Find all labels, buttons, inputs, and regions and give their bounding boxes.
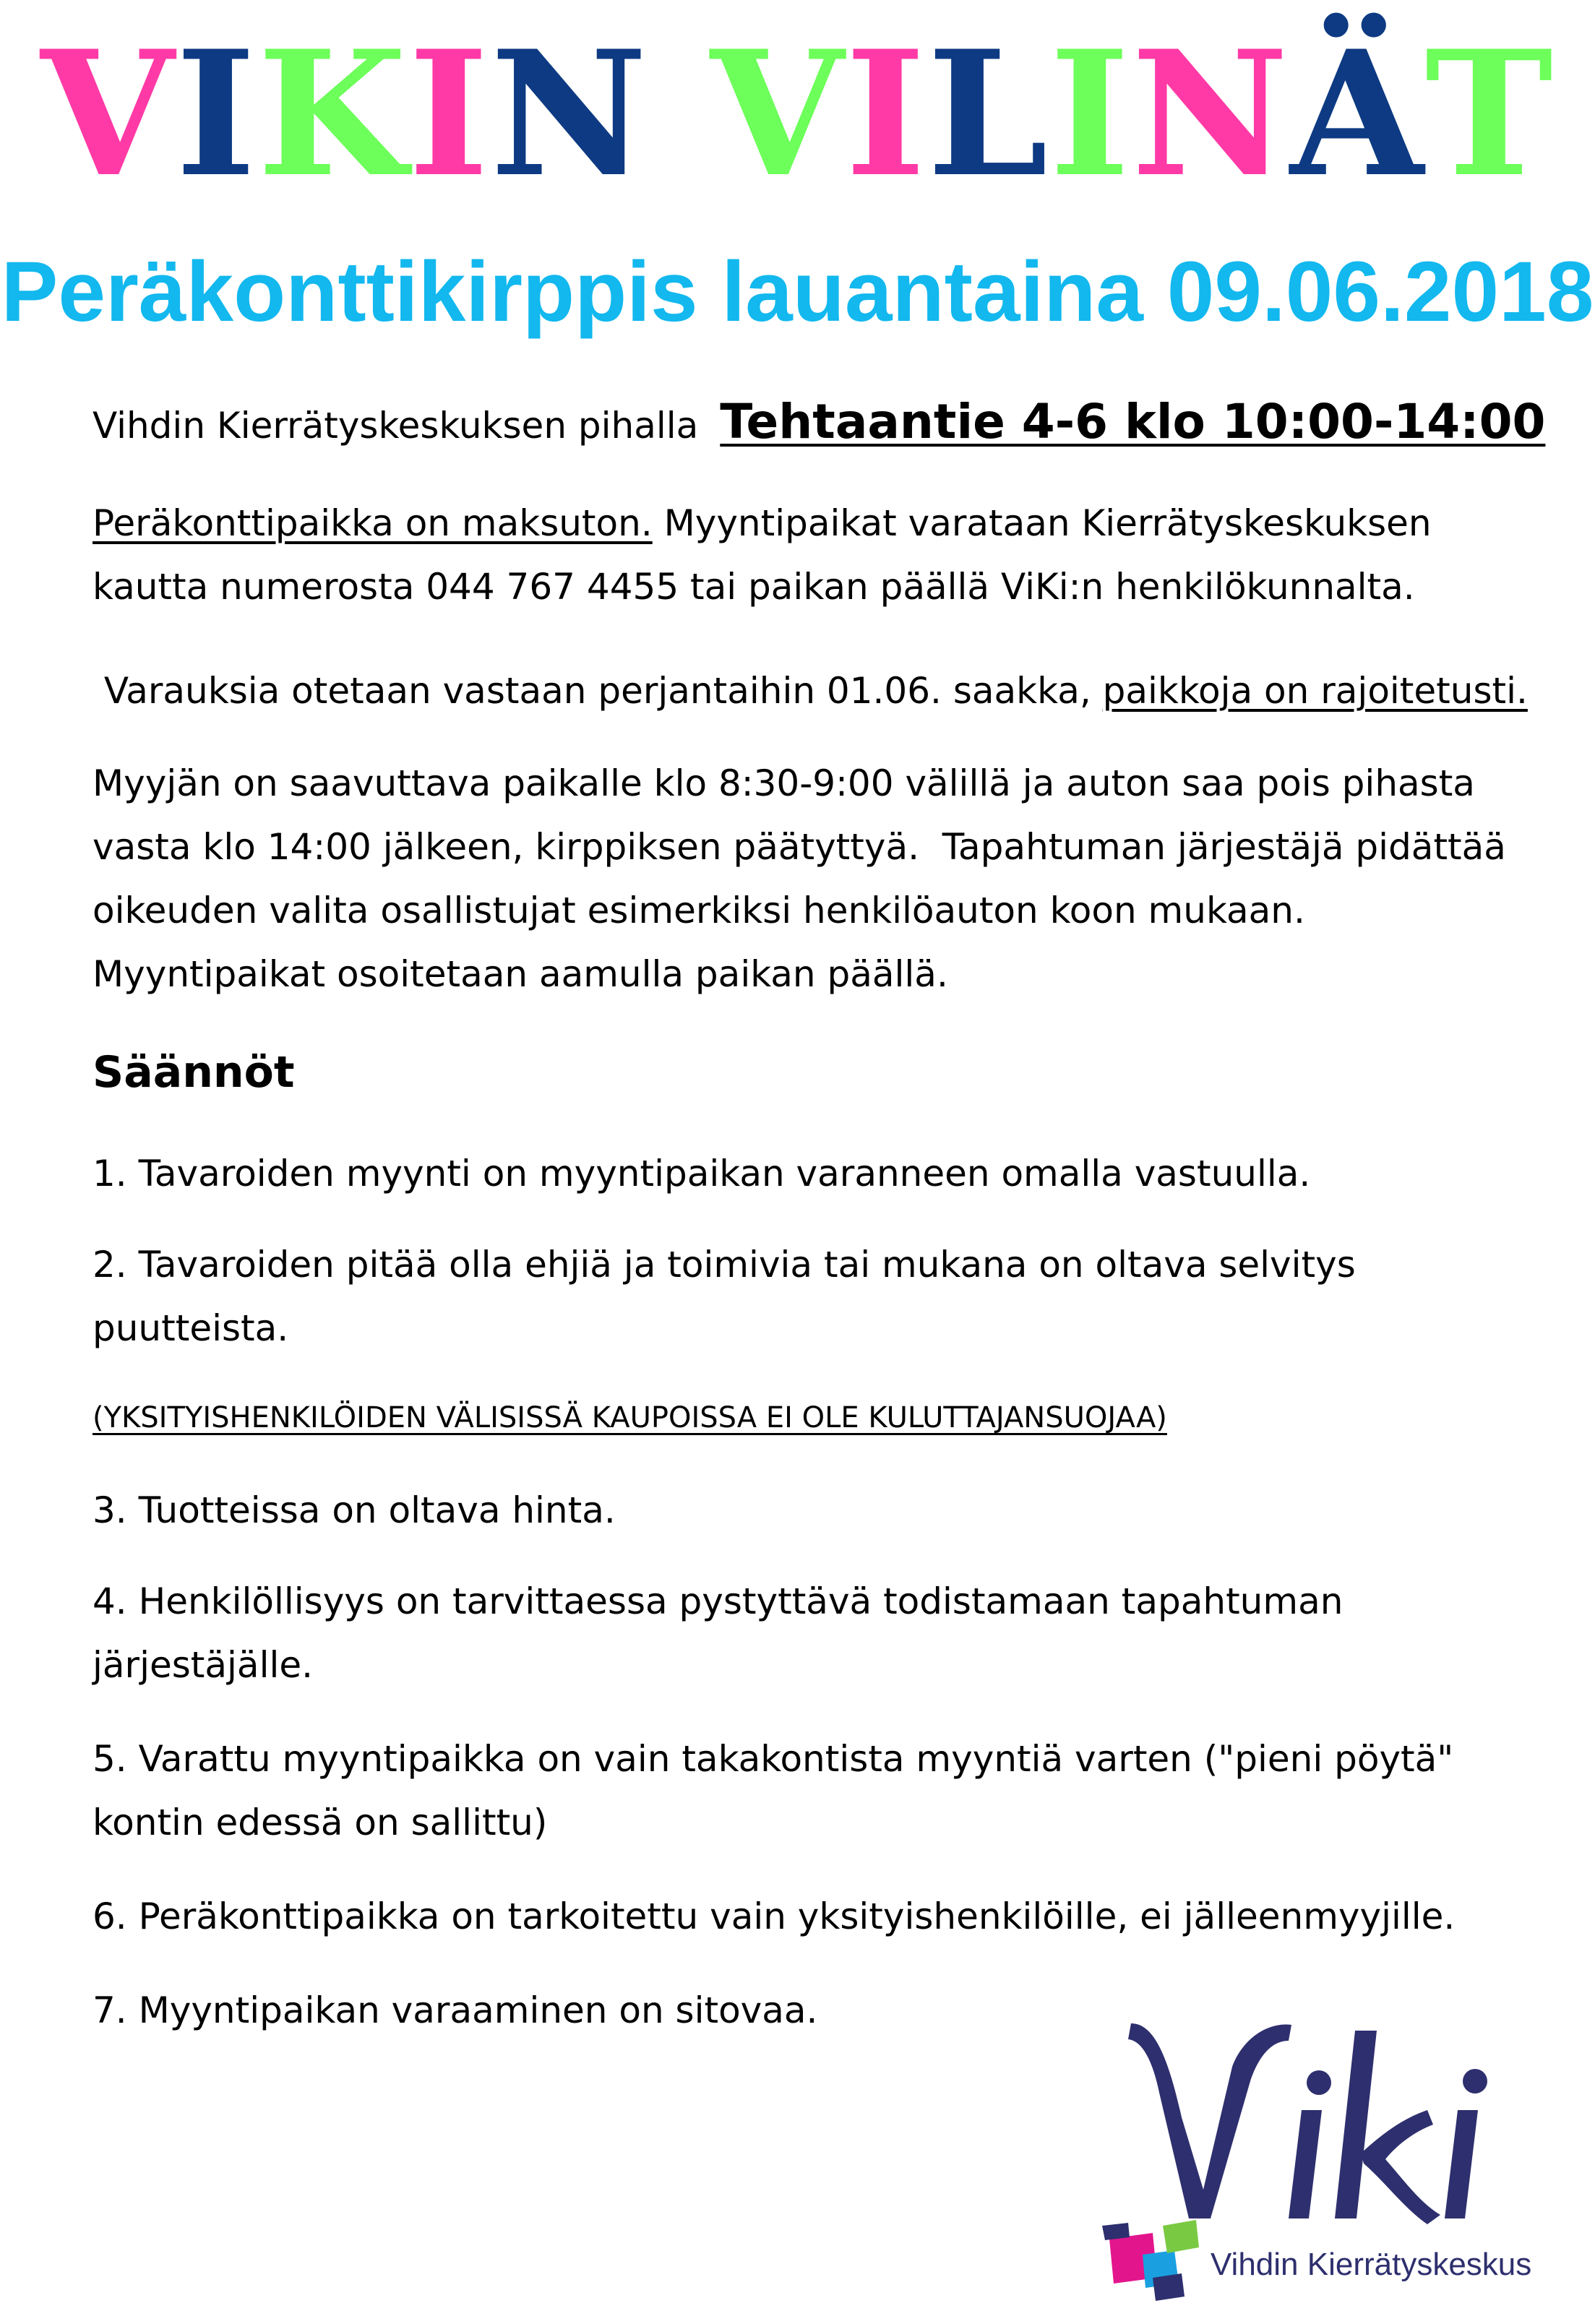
paragraph-line: vasta klo 14:00 jälkeen, kirppiksen päätyttyä. Tapahtuman järjestäjä pidättää	[93, 826, 1506, 868]
consumer-protection-note	[93, 1386, 1538, 1450]
location-prefix: Vihdin Kierrätyskeskuksen pihalla	[93, 405, 699, 447]
paragraph-reservations	[93, 659, 1538, 723]
paragraph-arrival	[93, 752, 1538, 1006]
title-letter: I	[845, 14, 927, 215]
logo-blocks-icon	[1102, 2220, 1199, 2301]
title-letter	[649, 29, 710, 201]
event-title	[0, 14, 1595, 215]
reservations-text: Varauksia otetaan vastaan perjantaihin 01.06. saakka,	[93, 670, 1103, 712]
address-time: Tehtaantie 4-6 klo 10:00-14:00	[720, 394, 1546, 449]
rule-line: kontin edessä on sallittu)	[93, 1802, 548, 1843]
paragraph-line: oikeuden valita osallistujat esimerkiksi henkilöauton koon mukaan.	[93, 890, 1305, 931]
rule-line: 5. Varattu myyntipaikka on vain takakontista myyntiä varten ("pieni pöytä"	[93, 1738, 1454, 1780]
rule-1: 1. Tavaroiden myynti on myyntipaikan varanneen omalla vastuulla.	[93, 1153, 1311, 1195]
viki-wordmark	[1128, 2023, 1487, 2224]
paragraph-line: Myyntipaikat osoitetaan aamulla paikan päällä.	[93, 953, 948, 995]
rule-7: 7. Myyntipaikan varaaminen on sitovaa.	[93, 1989, 818, 2031]
title-letter: Ä	[1290, 14, 1425, 215]
rule-line: 2. Tavaroiden pitää olla ehjiä ja toimivia tai mukana on oltava selvitys	[93, 1244, 1356, 1286]
rule-line: 4. Henkilöllisyys on tarvittaessa pystyttävä todistamaan tapahtuman	[93, 1580, 1344, 1622]
rules-heading: Säännöt	[93, 1047, 295, 1098]
paragraph-line	[93, 491, 1538, 555]
title-letter: I	[1049, 14, 1132, 215]
paragraph-free-spot	[93, 491, 1538, 619]
rule-line: puutteista.	[93, 1307, 289, 1349]
title-letter: I	[175, 14, 258, 215]
rule-6: 6. Peräkonttipaikka on tarkoitettu vain yksityishenkilöille, ei jälleenmyyjille.	[93, 1895, 1456, 1937]
title-letter: L	[927, 14, 1050, 215]
paragraph-line: Myyjän on saavuttava paikalle klo 8:30-9:00 välillä ja auton saa pois pihasta	[93, 762, 1475, 804]
title-letter: N	[1131, 14, 1291, 215]
event-subtitle: Peräkonttikirppis lauantaina 09.06.2018	[1, 244, 1594, 340]
rule-4	[93, 1570, 1538, 1697]
viki-logo	[1102, 2009, 1579, 2312]
title-letter: V	[40, 14, 176, 215]
title-letter: T	[1424, 14, 1555, 215]
title-letter: K	[257, 14, 409, 215]
rule-5	[93, 1727, 1538, 1854]
consumer-protection-text: (YKSITYISHENKILÖIDEN VÄLISISSÄ KAUPOISSA EI OLE KULUTTAJANSUOJAA)	[93, 1401, 1167, 1434]
rule-2	[93, 1233, 1538, 1360]
title-letter: N	[490, 14, 649, 215]
limited-spots-notice: paikkoja on rajoitetusti.	[1102, 670, 1528, 712]
logo-caption: Vihdin Kierrätyskeskus	[1211, 2247, 1532, 2282]
rule-3: 3. Tuotteissa on oltava hinta.	[93, 1489, 616, 1531]
paragraph-line: kautta numerosta 044 767 4455 tai paikan päällä ViKi:n henkilökunnalta.	[93, 566, 1415, 608]
reservation-text: Myyntipaikat varataan Kierrätyskeskuksen	[652, 502, 1432, 544]
title-letter: I	[408, 14, 491, 215]
rule-line: järjestäjälle.	[93, 1644, 314, 1686]
title-letter: V	[710, 14, 846, 215]
location-line	[93, 390, 1546, 457]
free-spot-notice: Peräkonttipaikka on maksuton.	[93, 502, 653, 544]
